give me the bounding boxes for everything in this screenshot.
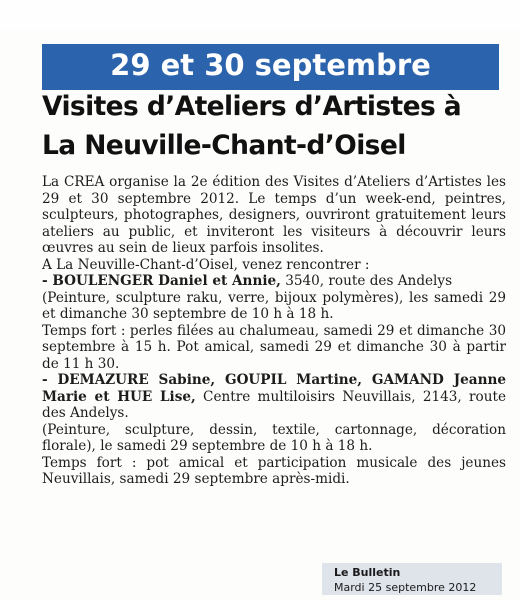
entry-2-address: Centre multiloisirs Neuvillais, 2143, route des Andelys.	[42, 388, 506, 421]
headline-line-2: La Neuville-Chant-d’Oisel	[42, 130, 406, 161]
headline-line-1: Visites d’Ateliers d’Artistes à	[42, 91, 462, 122]
intro-paragraph: La CREA organise la 2e édition des Visites d’Ateliers d’Artistes les 29 et 30 septembre 2012. Le temps d’un week-end, peintres, sculpteurs, photographes, designers, ouvriront gratuitement leurs ateliers au public, et inviteront les visiteurs à découvrir leurs œuvres au sein de lieux parfois insolites.	[42, 174, 506, 256]
entry-1-highlight: Temps fort : perles filées au chalumeau, samedi 29 et dimanche 30 septembre à 15 h. Pot amical, samedi 29 et dimanche 30 à partir de 11 h 30.	[42, 322, 506, 372]
source-footer	[322, 563, 502, 595]
publication-name: Le Bulletin	[334, 566, 401, 579]
lead-line: A La Neuville-Chant-d’Oisel, venez rencontrer :	[42, 256, 370, 273]
entry-1-details: (Peinture, sculpture raku, verre, bijoux polymères), les samedi 29 et dimanche 30 septembre de 10 h à 18 h.	[42, 289, 506, 322]
date-banner	[42, 44, 499, 90]
entry-2-highlight: Temps fort : pot amical et participation musicale des jeunes Neuvillais, samedi 29 septembre après-midi.	[42, 454, 506, 487]
entry-2-names: DEMAZURE Sabine, GOUPIL Martine, GAMAND Jeanne Marie et HUE Lise,	[42, 372, 507, 405]
publication-date: Mardi 25 septembre 2012	[334, 581, 477, 594]
entry-1-header	[42, 273, 506, 290]
entry-2-details: (Peinture, sculpture, dessin, textile, cartonnage, décoration florale), le samedi 29 septembre de 10 h à 18 h.	[42, 421, 506, 454]
entry-1-names: BOULENGER Daniel et Annie,	[52, 273, 281, 289]
entry-1-address: 3540, route des Andelys	[280, 273, 453, 289]
article-headline	[42, 87, 512, 165]
banner-title: 29 et 30 septembre	[110, 48, 431, 82]
article-body	[42, 174, 506, 488]
entry-2-header	[42, 372, 506, 422]
entry-2-dash: -	[42, 372, 58, 388]
entry-1-dash: -	[42, 273, 53, 289]
top-margin	[0, 0, 520, 30]
